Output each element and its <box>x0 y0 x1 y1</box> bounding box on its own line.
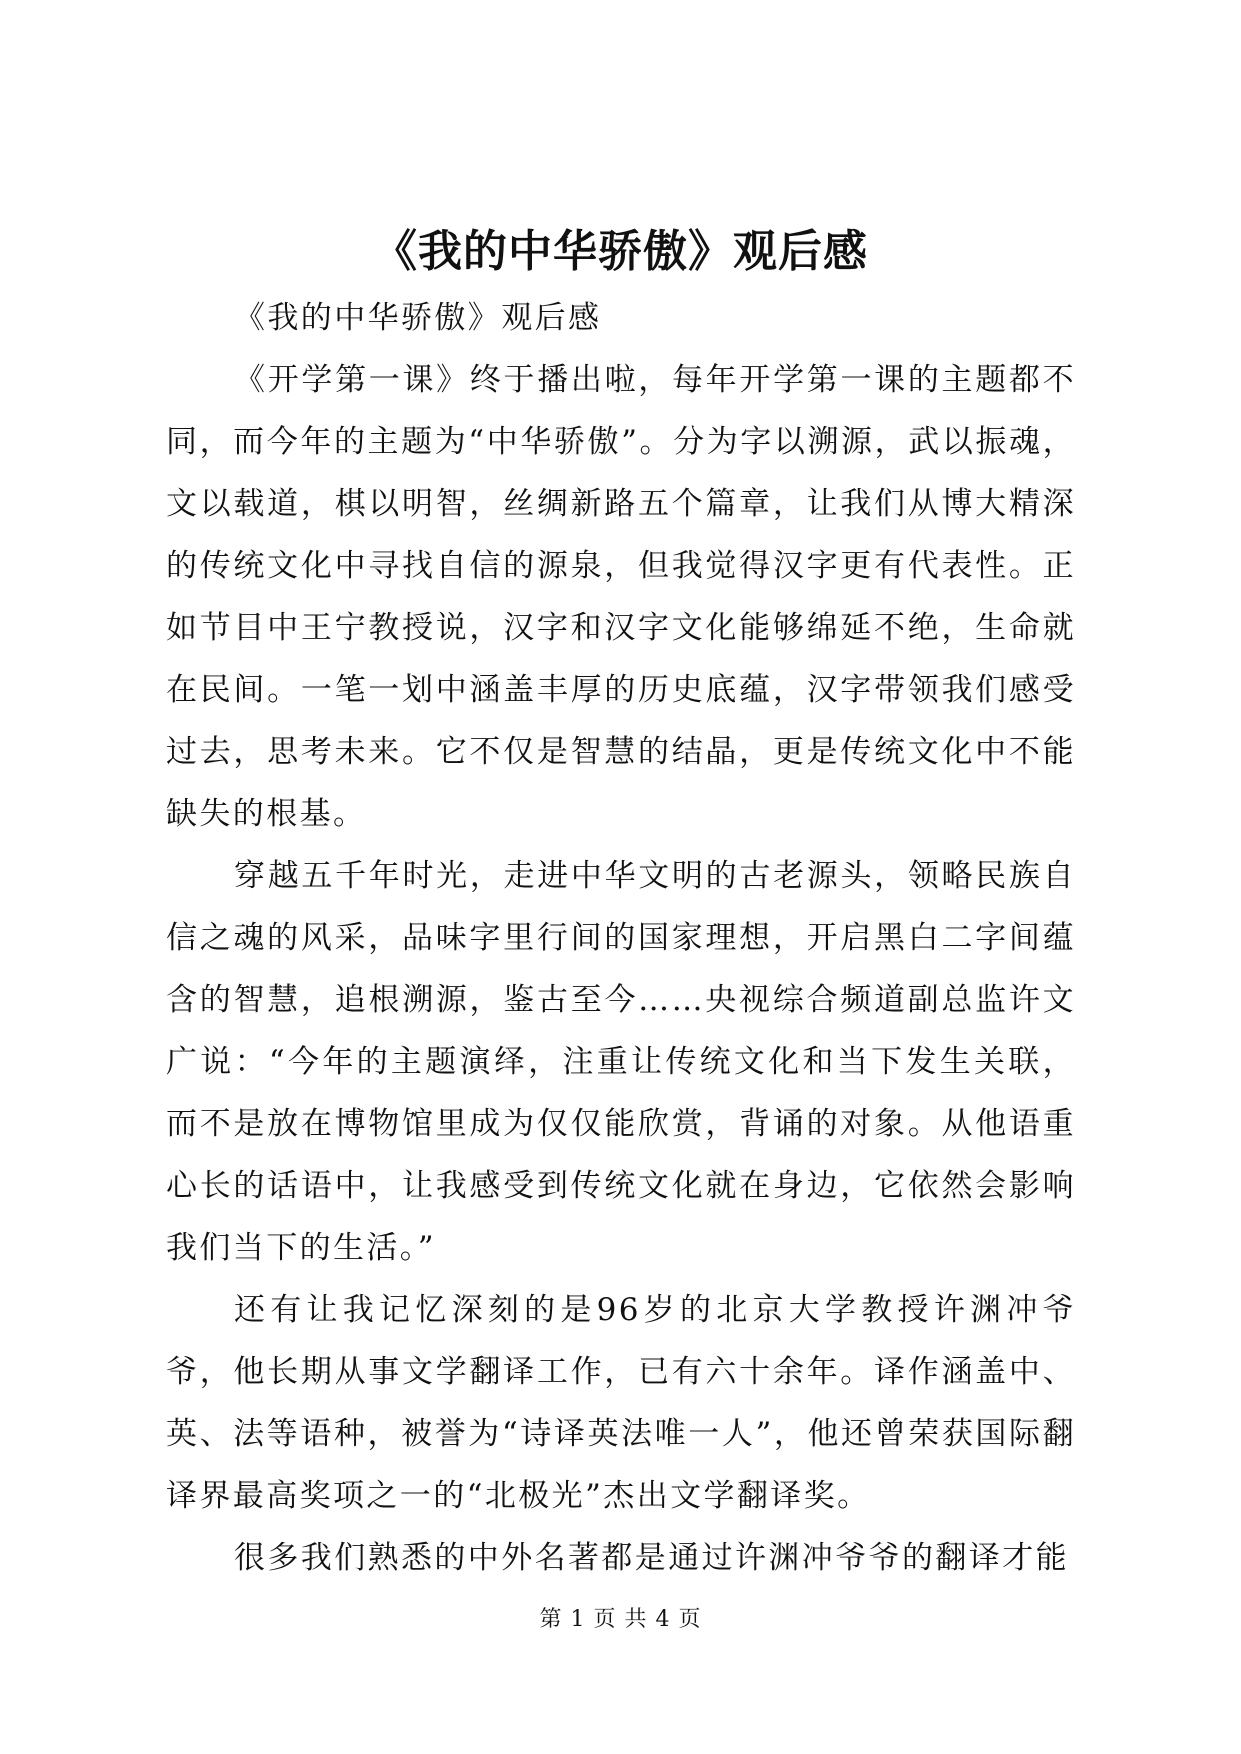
paragraph: 很多我们熟悉的中外名著都是通过许渊冲爷爷的翻译才能 <box>234 1540 1069 1576</box>
document-title: 《我的中华骄傲》观后感 <box>373 226 868 277</box>
paragraph: 《开学第一课》终于播出啦，每年开学第一课的主题都不同，而今年的主题为“中华骄傲”。分为字以溯源，武以振魂，文以载道，棋以明智，丝绸新路五个篇章，让我们从博大精深的传统文化中寻找自信的源泉，但我觉得汉字更有代表性。正如节目中王宁教授说，汉字和汉字文化能够绵延不绝，生命就在民间。一笔一划中涵盖丰厚的历史底蕴，汉字带领我们感受过去，思考未来。它不仅是智慧的结晶，更是传统文化中不能缺失的根基。 <box>166 362 1076 832</box>
page-number-footer: 第 1 页 共 4 页 <box>539 1607 702 1632</box>
paragraph-subtitle: 《我的中华骄傲》观后感 <box>234 300 602 336</box>
paragraph: 还有让我记忆深刻的是96岁的北京大学教授许渊冲爷爷，他长期从事文学翻译工作，已有六十余年。译作涵盖中、英、法等语种，被誉为“诗译英法唯一人”，他还曾荣获国际翻译界最高奖项之一的“北极光”杰出文学翻译奖。 <box>166 1292 1076 1514</box>
document-body <box>166 287 1076 1589</box>
paragraph: 穿越五千年时光，走进中华文明的古老源头，领略民族自信之魂的风采，品味字里行间的国家理想，开启黑白二字间蕴含的智慧，追根溯源，鉴古至今……央视综合频道副总监许文广说：“今年的主题演绎，注重让传统文化和当下发生关联，而不是放在博物馆里成为仅仅能欣赏，背诵的对象。从他语重心长的话语中，让我感受到传统文化就在身边，它依然会影响我们当下的生活。” <box>166 858 1076 1266</box>
